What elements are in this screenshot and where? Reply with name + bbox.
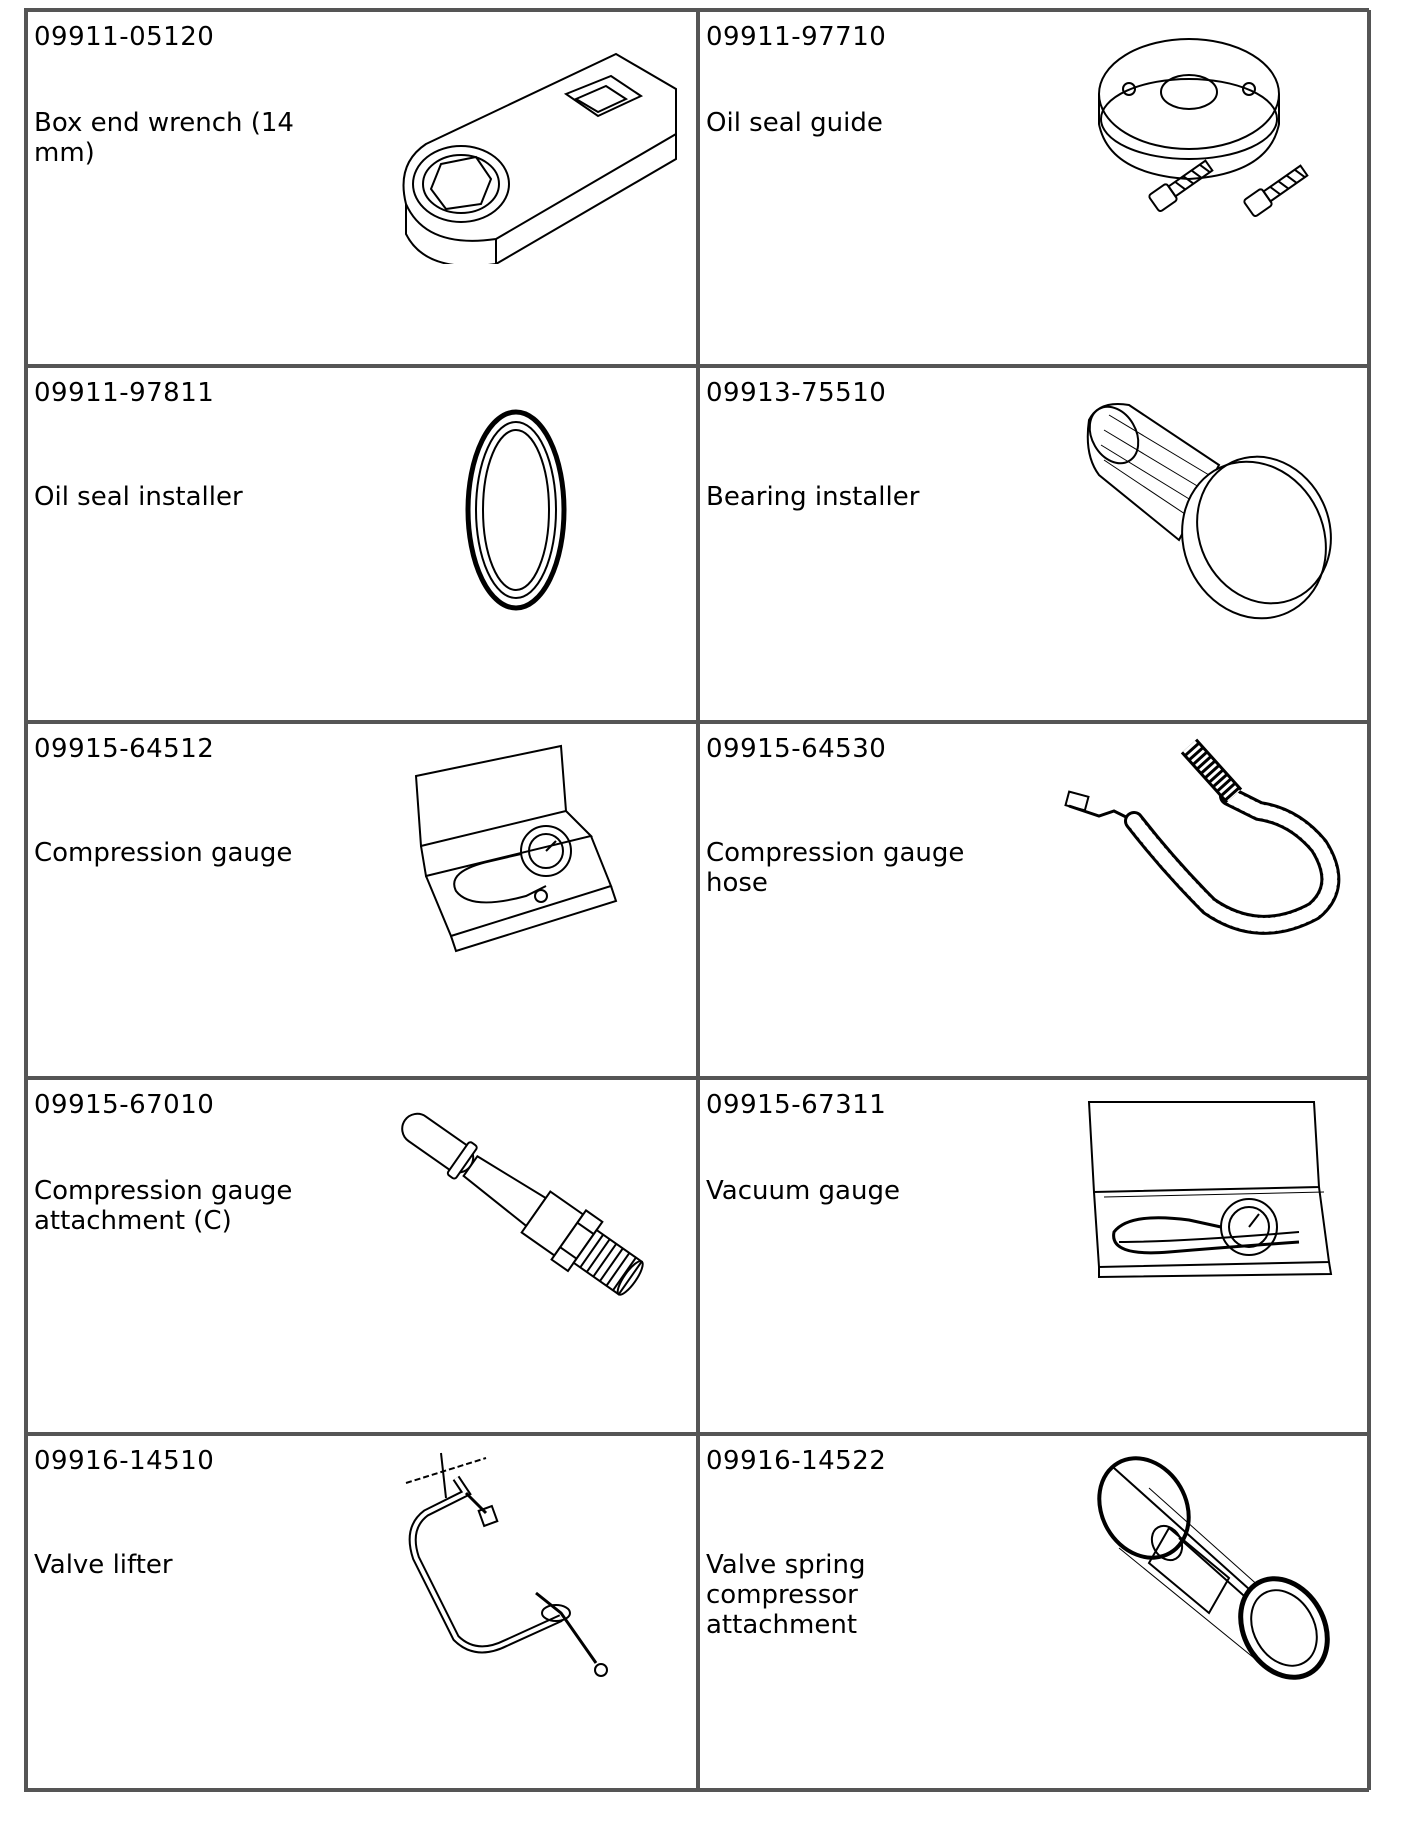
tool-cell bbox=[26, 722, 698, 1078]
tool-cell bbox=[26, 10, 698, 366]
vacuum-gauge-illustration bbox=[1059, 1092, 1359, 1332]
part-number: 09916-14522 bbox=[706, 1446, 887, 1476]
part-number: 09915-64530 bbox=[706, 734, 887, 764]
tool-description: Valve lifter bbox=[34, 1550, 173, 1580]
tool-description: Compression gauge hose bbox=[706, 838, 965, 898]
tool-cell bbox=[698, 722, 1371, 1078]
tool-description: Box end wrench (14 mm) bbox=[34, 108, 294, 168]
special-tools-table bbox=[24, 8, 1369, 1792]
tool-description: Oil seal installer bbox=[34, 482, 243, 512]
part-number: 09915-67010 bbox=[34, 1090, 215, 1120]
oil-seal-guide-illustration bbox=[1059, 24, 1359, 264]
part-number: 09913-75510 bbox=[706, 378, 887, 408]
part-number: 09911-97811 bbox=[34, 378, 215, 408]
tool-cell bbox=[698, 366, 1371, 722]
tool-description: Vacuum gauge bbox=[706, 1176, 900, 1206]
tool-description: Compression gauge attachment (C) bbox=[34, 1176, 293, 1236]
tool-description: Bearing installer bbox=[706, 482, 920, 512]
oil-seal-installer-illustration bbox=[386, 380, 686, 620]
tool-cell bbox=[26, 1078, 698, 1434]
tool-cell bbox=[698, 1434, 1371, 1790]
part-number: 09911-97710 bbox=[706, 22, 887, 52]
tool-cell bbox=[26, 1434, 698, 1790]
part-number: 09915-67311 bbox=[706, 1090, 887, 1120]
tool-description: Valve spring compressor attachment bbox=[706, 1550, 866, 1640]
compression-gauge-attachment-illustration bbox=[386, 1092, 686, 1332]
bearing-installer-illustration bbox=[1059, 380, 1359, 620]
tool-description: Compression gauge bbox=[34, 838, 293, 868]
compression-gauge-hose-illustration bbox=[1059, 736, 1359, 976]
part-number: 09915-64512 bbox=[34, 734, 215, 764]
valve-spring-compressor-attachment-illustration bbox=[1059, 1448, 1359, 1688]
tool-cell bbox=[26, 366, 698, 722]
compression-gauge-illustration bbox=[386, 736, 686, 976]
tool-cell bbox=[698, 1078, 1371, 1434]
tool-description: Oil seal guide bbox=[706, 108, 883, 138]
box-end-wrench-illustration bbox=[386, 24, 686, 264]
part-number: 09911-05120 bbox=[34, 22, 215, 52]
tool-cell bbox=[698, 10, 1371, 366]
part-number: 09916-14510 bbox=[34, 1446, 215, 1476]
valve-lifter-illustration bbox=[386, 1448, 686, 1688]
